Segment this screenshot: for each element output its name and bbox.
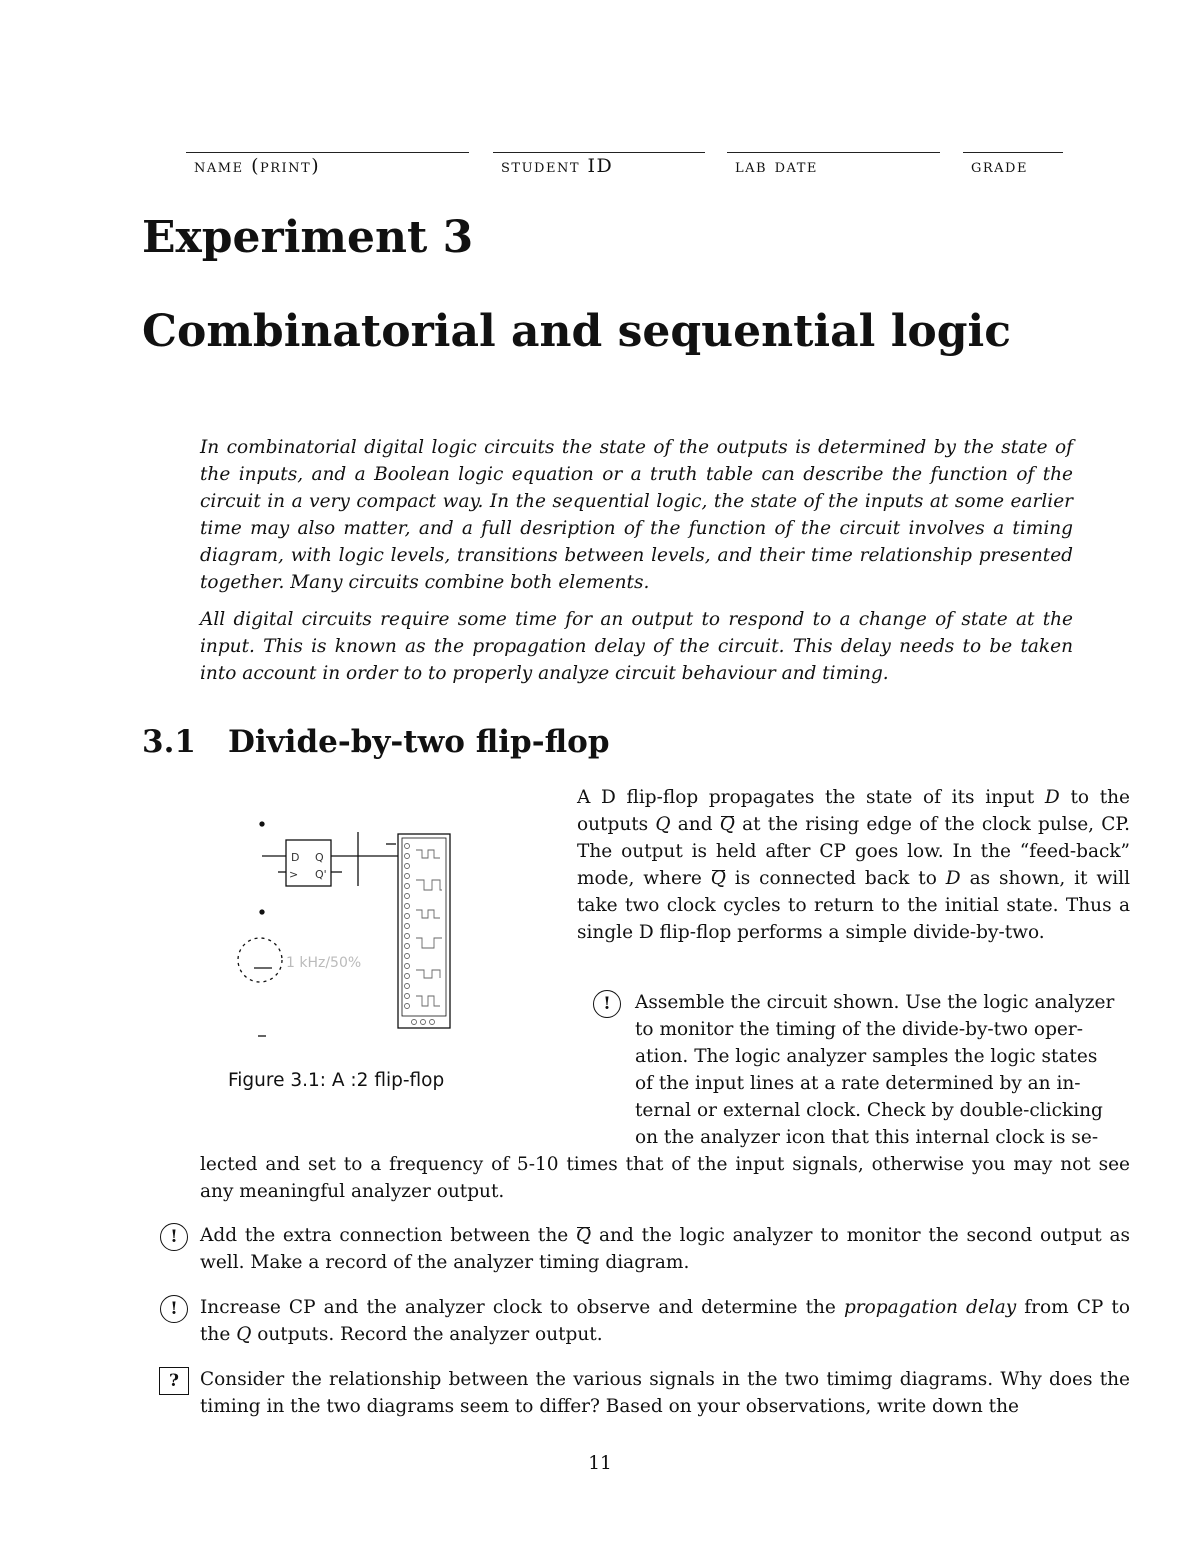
chapter-title: Combinatorial and sequential logic (142, 306, 1012, 357)
student-id-field (493, 152, 705, 177)
section-number: 3.1 (142, 724, 196, 760)
task-1-line: of the input lines at a rate determined by an in- (635, 1073, 1081, 1094)
lab-date-field (727, 152, 940, 177)
symbol-d: D (945, 868, 961, 889)
ff-pin-q-label: Q (315, 851, 324, 864)
task-1-line: ation. The logic analyzer samples the logic states (635, 1046, 1098, 1067)
intro-text: at the rising edge of the clock pulse, CP. The output is held after CP goes low. In the “feed-back” mode, where (577, 814, 1130, 889)
waveform-trace (416, 850, 440, 858)
symbol-q: Q (236, 1324, 252, 1345)
lab-date-field-label: lab date (735, 155, 818, 177)
intro-text: is connected back to (725, 868, 946, 889)
grade-field-label: grade (971, 155, 1028, 177)
task-2-text (200, 1222, 1130, 1276)
exclamation-icon: ! (160, 1223, 188, 1251)
waveform-trace (416, 970, 440, 978)
waveform-trace (416, 910, 440, 918)
task-1-line: Assemble the circuit shown. Use the logic analyzer (635, 992, 1115, 1013)
ff-pin-d-label: D (291, 851, 300, 864)
figure-caption: Figure 3.1: A :2 flip-flop (228, 1070, 445, 1091)
symbol-qbar: Q (719, 814, 735, 835)
symbol-d: D (1044, 787, 1060, 808)
intro-text: to the outputs (577, 787, 1130, 835)
question-icon: ? (159, 1367, 189, 1395)
task-3-text-part: outputs. Record the analyzer output. (251, 1324, 603, 1345)
task-1-line: ternal or external clock. Check by double-clicking (635, 1100, 1103, 1121)
task-1-continuation: lected and set to a frequency of 5-10 times that of the input signals, otherwise you may not see any meaningful analyzer output. (200, 1154, 1130, 1202)
task-2-text-part: Add the extra connection between the (200, 1225, 577, 1246)
junction-dot (260, 822, 264, 826)
task-3-text-part: Increase CP and the analyzer clock to observe and determine the (200, 1297, 844, 1318)
task-2-text-part: and the logic analyzer to monitor the second output as well. Make a record of the analyzer timing diagram. (200, 1225, 1130, 1273)
logic-analyzer-icon (398, 834, 450, 1028)
symbol-qbar: Q (576, 1225, 592, 1246)
exclamation-icon: ! (593, 990, 621, 1018)
waveform-trace (416, 880, 442, 890)
symbol-q: Q (655, 814, 671, 835)
waveform-trace (416, 938, 442, 948)
task-1-text (635, 989, 1130, 1151)
page-number: 11 (588, 1453, 612, 1474)
task-3-text-part: from CP to the (200, 1297, 1130, 1345)
experiment-title: Experiment 3 (142, 212, 474, 263)
emphasis-propagation-delay: propagation delay (843, 1297, 1017, 1318)
task-1-line: to monitor the timing of the divide-by-two oper- (635, 1019, 1083, 1040)
intro-text: and (670, 814, 720, 835)
task-1-line: on the analyzer icon that this internal clock is se- (635, 1127, 1099, 1148)
clock-frequency-label: 1 kHz/50% (286, 955, 362, 971)
abstract (200, 434, 1073, 687)
ff-pin-clk-label: > (289, 868, 299, 881)
intro-text: A D flip-flop propagates the state of its input (577, 787, 1045, 808)
flip-flop-circuit-figure (230, 810, 470, 1050)
name-field (186, 152, 469, 177)
task-4-text: Consider the relationship between the various signals in the two timimg diagrams. Why does the timing in the two diagrams seem to differ? Based on your observations, write down the (200, 1369, 1130, 1417)
exclamation-icon: ! (160, 1295, 188, 1323)
grade-field (963, 152, 1063, 177)
section-title: Divide-by-two flip-flop (228, 724, 610, 760)
name-field-label: name (print) (194, 155, 321, 177)
clock-source-icon (238, 938, 282, 982)
ff-pin-qbar-label: Q' (315, 868, 327, 881)
section-heading (142, 724, 610, 760)
task-3-text (200, 1294, 1130, 1348)
waveform-trace (416, 996, 440, 1006)
abstract-paragraph-1: In combinatorial digital logic circuits the state of the outputs is determined by the state of the inputs, and a Boolean logic equation or a truth table can describe the function of the circuit in a very compact way. In the sequential logic, the state of the inputs at some earlier time may also matter, and a full desription of the function of the circuit involves a timing diagram, with logic levels, transitions between levels, and their time relationship presented together. Many circuits combine both elements. (200, 437, 1073, 593)
intro-text: as shown, it will take two clock cycles to return to the initial state. Thus a single D flip-flop performs a simple divide-by-two. (577, 868, 1130, 943)
student-id-field-label: student ID (501, 155, 614, 177)
symbol-qbar: Q (710, 868, 726, 889)
junction-dot (260, 910, 264, 914)
abstract-paragraph-2: All digital circuits require some time for an output to respond to a change of state at the input. This is known as the propagation delay of the circuit. This delay needs to be taken into account in order to to properly analyze circuit behaviour and timing. (200, 609, 1073, 684)
intro-paragraph (577, 784, 1130, 946)
